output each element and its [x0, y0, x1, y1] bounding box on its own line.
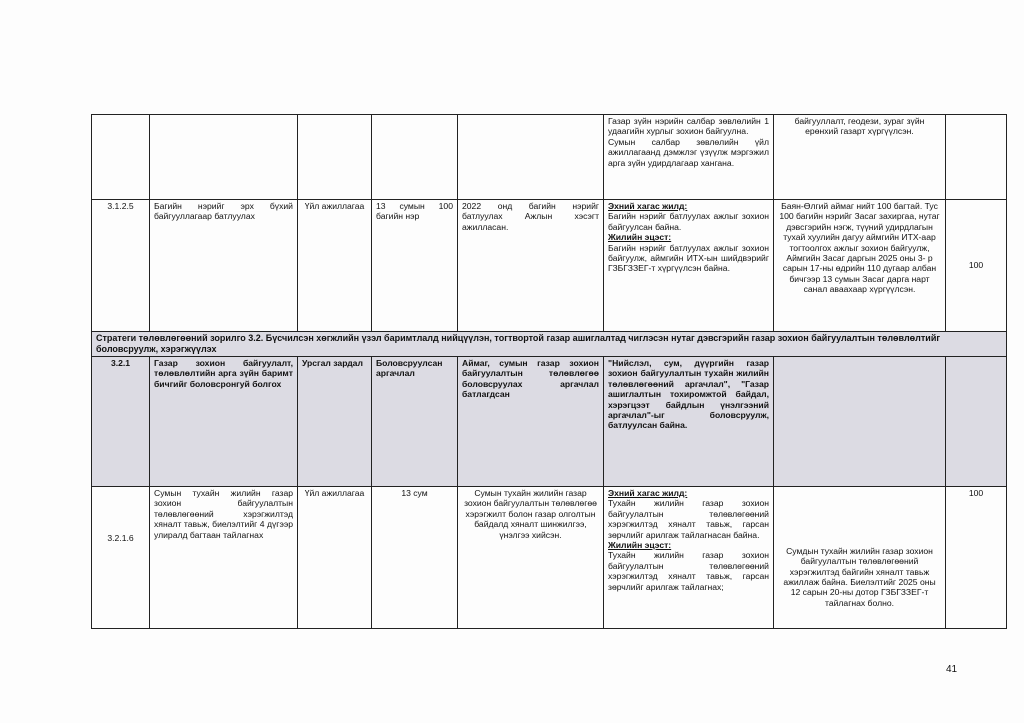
cell-scope: 13 сум: [372, 487, 458, 629]
table-row-3-2-1: [92, 357, 1007, 487]
first-half-heading: Эхний хагас жилд:: [608, 488, 688, 498]
cell-type: Үйл ажиллагаа: [298, 200, 372, 332]
cell-score: [946, 357, 1007, 487]
cell-name: Газар зохион байгуулалт, төлөвлөлтийн арга зүйн баримт бичгийг боловсронгуй болгох: [150, 357, 298, 487]
cell-target: Сумын тухайн жилийн газар зохион байгуулалтын төлөвлөгөө хэрэгжилт болон газар олголтын байдалд хяналт шинжилгээ, үнэлгээ хийсэн.: [458, 487, 604, 629]
cell-scope: 13 сумын 100 багийн нэр: [372, 200, 458, 332]
cell-type: [298, 115, 372, 200]
cell-code: 3.2.1.6: [92, 487, 150, 629]
table-row-3-2-1-6: [92, 487, 1007, 629]
year-end-heading: Жилийн эцэст:: [608, 540, 672, 551]
cell-name: Багийн нэрийг эрх бүхий байгууллагаар батлуулах: [150, 200, 298, 332]
cell-indicator: [604, 487, 774, 629]
cell-scope: [372, 115, 458, 200]
cell-score: [946, 115, 1007, 200]
first-half-text: Тухайн жилийн газар зохион байгуулалтын төлөвлөгөөний хэрэгжилтэд хяналт тавьж, гарсан зөрчлийг арилгаж тайлагнасан байна.: [608, 498, 769, 540]
table-row-continued: [92, 115, 1007, 200]
cell-indicator: [604, 200, 774, 332]
cell-target: [458, 115, 604, 200]
year-end-text: Тухайн жилийн газар зохион байгуулалтын төлөвлөгөөний хэрэгжилтэд хяналт тавьж, гарсан зөрчлийг арилгаж тайлагнах;: [608, 550, 769, 592]
cell-score: 100: [946, 200, 1007, 332]
plan-table: [91, 114, 1007, 629]
strategy-header: Стратеги төлөвлөгөөний зорилго 3.2. Бүсчилсэн хөгжлийн үзэл баримтлалд нийцүүлэн, тогтвортой газар ашиглалтад чиглэсэн нутаг дэвсгэрийн газар зохион байгуулалтын төлөвлөлтийг боловсруулж, хэрэгжүүлэх: [92, 332, 1007, 357]
cell-result: [774, 357, 946, 487]
page-number: 41: [946, 664, 958, 675]
cell-target: Аймаг, сумын газар зохион байгуулалтын төлөвлөгөө боловсруулах аргачлал батлагдсан: [458, 357, 604, 487]
cell-result: Сумдын тухайн жилийн газар зохион байгуулалтын төлөвлөгөөний хэрэгжилтэд байгийн хяналт тавьж ажиллаж байна. Биелэлтийг 2025 оны 12 сарын 20-ны дотор ГЗБГЗЗЕГ-т тайлагнах болно.: [774, 487, 946, 629]
year-end-text: Багийн нэрийг батлуулах ажлыг зохион байгуулж, аймгийн ИТХ-ын шийдвэрийг ГЗБГЗЗЕГ-т хүргүүлсэн байна.: [608, 242, 769, 274]
table-row-3-1-2-5: [92, 200, 1007, 332]
cell-indicator: "Нийслэл, сум, дүүргийн газар зохион байгуулалтын тухайн жилийн төлөвлөгөөний аргачлал", "Газар ашиглалтын тохиромжтой байдал, хэрэгцээт байдлын үнэлгээний аргачлал"-ыг боловсруулж, батлуулсан байна.: [604, 357, 774, 487]
cell-score: 100: [946, 487, 1007, 629]
cell-indicator: Газар зүйн нэрийн салбар зөвлөлийн 1 удаагийн хурлыг зохион байгуулна. Сумын салбар зөвлөлийн үйл ажиллагаанд дэмжлэг үзүүлж мэргэжил арга зүйн удирдлагаар хангана.: [604, 115, 774, 200]
cell-target: 2022 онд багийн нэрийг батлуулах Ажлын хэсэгт ажилласан.: [458, 200, 604, 332]
first-half-heading: Эхний хагас жилд:: [608, 201, 688, 211]
cell-name: Сумын тухайн жилийн газар зохион байгуулалтын төлөвлөгөөний хэрэгжилтэд хяналт тавьж, биелэлтийг 4 дүгээр улиралд багтаан тайлагнах: [150, 487, 298, 629]
cell-code: [92, 115, 150, 200]
cell-type: Үйл ажиллагаа: [298, 487, 372, 629]
cell-scope: Боловсруулсан аргачлал: [372, 357, 458, 487]
year-end-heading: Жилийн эцэст:: [608, 232, 672, 243]
cell-result: байгууллалт, геодези, зураг зүйн ерөнхий газарт хүргүүлсэн.: [774, 115, 946, 200]
cell-result: Баян-Өлгий аймаг нийт 100 багтай. Тус 100 багийн нэрийг Засаг захиргаа, нутаг дэвсгэрийн нэгж, түүний удирдлагын тухай хуулийн дагуу аймгийн ИТХ-аар тогтоолгох ажлыг зохион байгуулж, Аймгийн Засаг даргын 2025 оны 3- р сарын 17-ны өдрийн 110 дугаар албан бичгээр 13 сумын Засаг дарга нарт санал аваахаар хүргүүлсэн.: [774, 200, 946, 332]
strategy-header-row: [92, 332, 1007, 357]
cell-type: Урсгал зардал: [298, 357, 372, 487]
cell-code: 3.1.2.5: [92, 200, 150, 332]
cell-code: 3.2.1: [92, 357, 150, 487]
cell-name: [150, 115, 298, 200]
first-half-text: Багийн нэрийг батлуулах ажлыг зохион байгуулсан байна.: [608, 211, 769, 232]
